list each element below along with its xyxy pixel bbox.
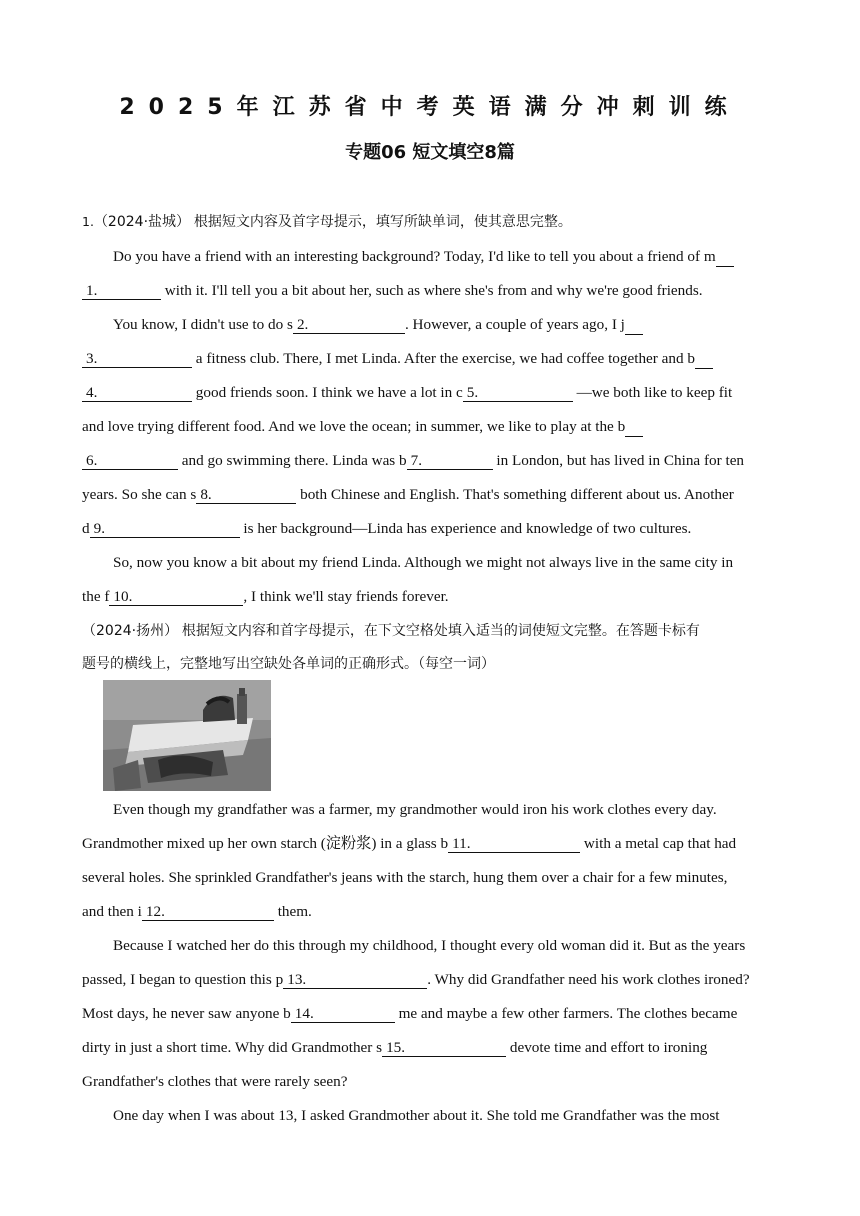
blank-8[interactable]: 8. xyxy=(196,486,296,504)
q2-text: . Why did Grandfather need his work clothes ironed? xyxy=(427,971,750,988)
blank-lead xyxy=(716,249,734,267)
q1-text: , I think we'll stay friends forever. xyxy=(243,588,449,605)
q1-text: d xyxy=(82,520,90,537)
q2-text: dirty in just a short time. Why did Grandmother s xyxy=(82,1039,383,1056)
q1-text: is her background—Linda has experience and knowledge of two cultures. xyxy=(243,520,692,537)
q2-text: Most days, he never saw anyone b xyxy=(82,1005,291,1022)
blank-10[interactable]: 10. xyxy=(109,588,243,606)
q2-text: several holes. She sprinkled Grandfather's jeans with the starch, hung them over a chair for a few minutes, xyxy=(82,869,728,886)
blank-lead xyxy=(625,419,643,437)
q2-text: with a metal cap that had xyxy=(583,835,737,852)
q1-line-5 xyxy=(82,383,782,403)
q2-line-8 xyxy=(82,1038,782,1058)
q2-line-1 xyxy=(113,800,813,820)
blank-lead xyxy=(625,317,643,335)
blank-7[interactable]: 7. xyxy=(407,452,493,470)
q1-text: in London, but has lived in China for ten xyxy=(496,452,745,469)
q2-text: passed, I began to question this p xyxy=(82,971,284,988)
q1-text: and go swimming there. Linda was b xyxy=(181,452,407,469)
q1-text: both Chinese and English. That's something different about us. Another xyxy=(300,486,734,503)
blank-9[interactable]: 9. xyxy=(90,520,240,538)
blank-11[interactable]: 11. xyxy=(448,835,580,853)
q2-instruction-1: 根据短文内容和首字母提示，在下文空格处填入适当的词使短文完整。在答题卡标有 xyxy=(181,623,700,639)
ironing-photo xyxy=(103,680,271,791)
q1-text: a fitness club. There, I met Linda. After the exercise, we had coffee together and b xyxy=(195,350,695,367)
q2-instruction-line-1 xyxy=(82,621,782,641)
blank-14[interactable]: 14. xyxy=(291,1005,395,1023)
q1-line-3 xyxy=(113,315,813,335)
q1-line-7 xyxy=(82,451,782,471)
q2-text: Grandmother mixed up her own starch (淀粉浆) in a glass b xyxy=(82,835,449,852)
q1-number: 1. xyxy=(82,214,94,229)
q1-line-2 xyxy=(82,281,782,301)
q2-instruction-line-2 xyxy=(82,654,782,674)
q1-text: Do you have a friend with an interesting background? Today, I'd like to tell you about a friend of m xyxy=(113,248,716,265)
blank-15[interactable]: 15. xyxy=(382,1039,506,1057)
q1-line-10 xyxy=(113,553,813,573)
q1-text: —we both like to keep fit xyxy=(576,384,733,401)
q1-line-11 xyxy=(82,587,782,607)
q2-line-10 xyxy=(113,1106,813,1126)
q1-line-6 xyxy=(82,417,782,437)
q2-text: Grandfather's clothes that were rarely seen? xyxy=(82,1073,348,1090)
blank-1[interactable]: 1. xyxy=(82,282,161,300)
q1-text: and love trying different food. And we love the ocean; in summer, we like to play at the b xyxy=(82,418,626,435)
blank-12[interactable]: 12. xyxy=(142,903,274,921)
blank-6[interactable]: 6. xyxy=(82,452,178,470)
q1-text: good friends soon. I think we have a lot in c xyxy=(195,384,463,401)
q2-line-2 xyxy=(82,834,782,854)
q1-text: You know, I didn't use to do s xyxy=(113,316,293,333)
q2-text: Even though my grandfather was a farmer, my grandmother would iron his work clothes every day. xyxy=(113,801,717,818)
q2-instruction-2: 题号的横线上，完整地写出空缺处各单词的正确形式。（每空一词） xyxy=(82,656,495,672)
q2-text: devote time and effort to ironing xyxy=(509,1039,708,1056)
blank-4[interactable]: 4. xyxy=(82,384,192,402)
q2-text: Because I watched her do this through my childhood, I thought every old woman did it. But as the years xyxy=(113,937,746,954)
q1-text: years. So she can s xyxy=(82,486,197,503)
q1-source: （2024·盐城） xyxy=(93,214,191,230)
blank-13[interactable]: 13. xyxy=(283,971,427,989)
blank-5[interactable]: 5. xyxy=(463,384,573,402)
q2-text: me and maybe a few other farmers. The clothes became xyxy=(398,1005,738,1022)
q1-text: . However, a couple of years ago, I j xyxy=(404,316,625,333)
q1-text: So, now you know a bit about my friend Linda. Although we might not always live in the same city in xyxy=(113,554,734,571)
document-subtitle: 专题06 短文填空8篇 xyxy=(345,142,515,163)
q1-line-4 xyxy=(82,349,782,369)
q1-text: the f xyxy=(82,588,110,605)
q2-line-3 xyxy=(82,868,782,888)
q2-text: them. xyxy=(277,903,312,920)
ironing-photo-illustration xyxy=(103,680,271,791)
q2-line-9 xyxy=(82,1072,782,1092)
q1-line-9 xyxy=(82,519,782,539)
blank-3[interactable]: 3. xyxy=(82,350,192,368)
q2-line-5 xyxy=(113,936,813,956)
q1-instruction-line xyxy=(82,212,782,232)
q1-line-1 xyxy=(113,247,813,267)
q2-line-4 xyxy=(82,902,782,922)
blank-lead xyxy=(695,351,713,369)
q2-source: （2024·扬州） xyxy=(82,623,179,639)
document-title: 2025年江苏省中考英语满分冲刺训练 xyxy=(119,95,741,120)
q1-text: with it. I'll tell you a bit about her, such as where she's from and why we're good friends. xyxy=(164,282,703,299)
blank-2[interactable]: 2. xyxy=(293,316,405,334)
q1-instruction: 根据短文内容及首字母提示，填写所缺单词，使其意思完整。 xyxy=(193,214,572,230)
q2-text: One day when I was about 13, I asked Grandmother about it. She told me Grandfather was the most xyxy=(113,1107,720,1124)
q2-text: and then i xyxy=(82,903,142,920)
q1-line-8 xyxy=(82,485,782,505)
q2-line-7 xyxy=(82,1004,782,1024)
q2-line-6 xyxy=(82,970,782,990)
